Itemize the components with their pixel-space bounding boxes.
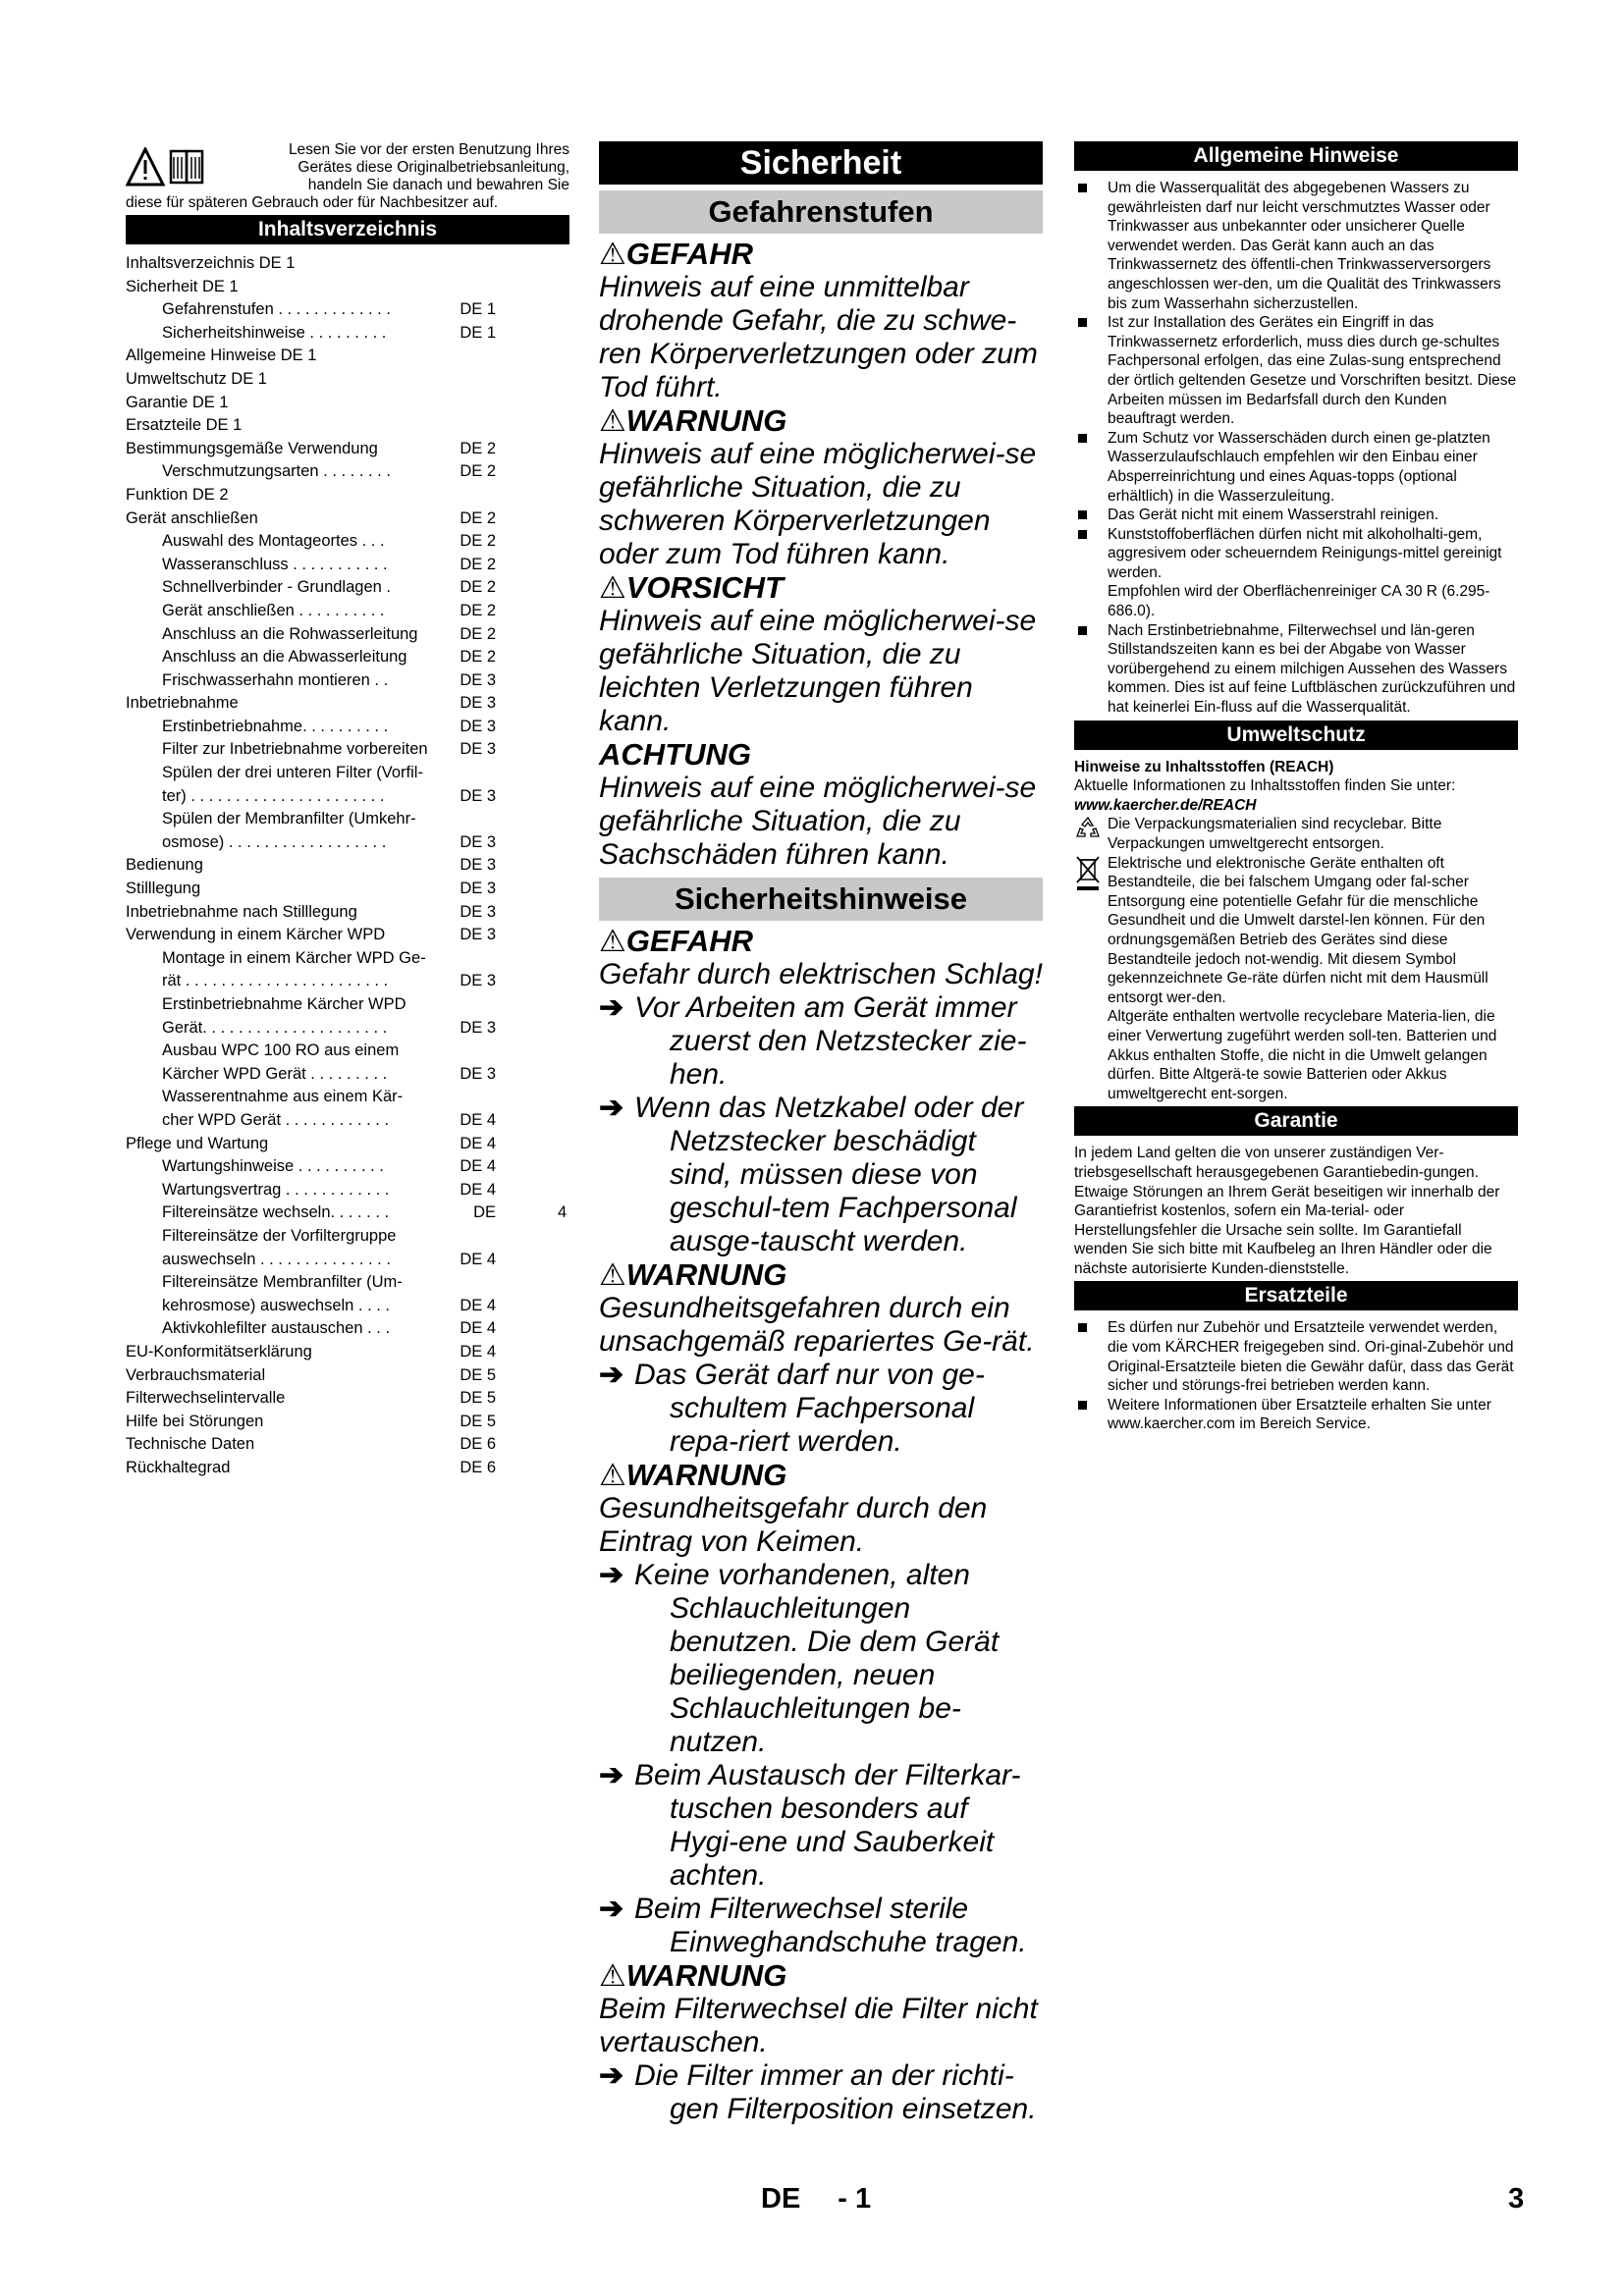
toc-entry[interactable]	[126, 414, 496, 438]
environment-title: Umweltschutz	[1074, 721, 1518, 750]
toc-entry[interactable]	[126, 1109, 496, 1133]
signal-word-danger: ⚠GEFAHR	[599, 237, 753, 271]
reach-text: Aktuelle Informationen zu Inhaltsstoffen finden Sie unter:	[1074, 777, 1456, 795]
toc-entry-page: DE 3	[460, 740, 496, 759]
toc-entry-title: Hilfe bei Störungen	[126, 1412, 264, 1430]
toc-entry-page: DE	[473, 1203, 496, 1222]
page-number: 3	[1508, 2183, 1525, 2215]
signal-word-caution: ⚠VORSICHT	[599, 570, 784, 605]
toc-entry-page: DE 3	[460, 717, 496, 735]
signal-word-warning: ⚠WARNUNG	[599, 1458, 787, 1492]
toc-entry-title: Sicherheitshinweise . . . . . . . . .	[162, 323, 387, 342]
left-column	[126, 141, 569, 1479]
toc-entry[interactable]	[126, 438, 496, 461]
toc-entry-title: Umweltschutz DE 1	[126, 369, 267, 388]
toc-entry[interactable]	[126, 1411, 496, 1434]
toc-entry-title: Filter zur Inbetriebnahme vorbereiten	[162, 740, 428, 759]
toc-entry-title: Verwendung in einem Kärcher WPD	[126, 926, 386, 944]
toc-entry-page: DE 2	[460, 439, 496, 457]
toc-entry-page: DE 2	[460, 624, 496, 643]
toc-entry-title: auswechseln . . . . . . . . . . . . . . .	[162, 1250, 391, 1268]
instruction-item: ➔ Wenn das Netzkabel oder der Netzstecker beschädigt sind, müssen diese von geschul-tem Fachpersonal ausge-tauscht werden.	[599, 1092, 1024, 1257]
toc-entry-page: DE 4	[460, 1157, 496, 1176]
toc-entry[interactable]	[126, 623, 496, 647]
toc-entry[interactable]	[126, 901, 496, 925]
toc-entry-title: Auswahl des Montageortes . . .	[162, 532, 385, 551]
toc-entry-page: DE 3	[460, 694, 496, 713]
toc-entry-title: Stilllegung	[126, 880, 201, 898]
toc-entry[interactable]	[126, 924, 496, 947]
toc-entry[interactable]	[126, 276, 496, 299]
toc-entry-title: Gefahrenstufen . . . . . . . . . . . . .	[162, 300, 391, 319]
signal-word-warning: ⚠WARNUNG	[599, 1257, 787, 1292]
toc-entry-page: DE 2	[460, 462, 496, 481]
danger-levels-title: Gefahrenstufen	[599, 190, 1043, 234]
toc-entry-page-extra: 4	[558, 1203, 568, 1222]
toc-entry-page: DE 3	[460, 670, 496, 689]
toc-entry-title: EU-Konformitätserklärung	[126, 1342, 312, 1361]
warning-triangle-icon: ⚠	[599, 1458, 626, 1492]
arrow-icon: ➔	[599, 2059, 624, 2092]
toc-entry[interactable]	[126, 1086, 496, 1109]
toc-entry-title: Rückhaltegrad	[126, 1458, 231, 1476]
safety-title: Sicherheit	[599, 141, 1043, 185]
signal-word-warning: ⚠WARNUNG	[599, 1958, 787, 1993]
toc-entry[interactable]	[126, 554, 496, 577]
intro-line-2: Gerätes diese Originalbetriebsanleitung,	[298, 159, 569, 176]
toc-entry-title: Aktivkohlefilter austauschen . . .	[162, 1319, 391, 1338]
footer-language: DE - 1	[761, 2183, 872, 2215]
toc-entry-page: DE 4	[460, 1296, 496, 1314]
toc-entry[interactable]	[126, 646, 496, 669]
toc-entry-page: DE 2	[460, 555, 496, 573]
arrow-icon: ➔	[599, 1559, 624, 1591]
toc-entry-page: DE 5	[460, 1412, 496, 1430]
footer-page-ref: - 1	[838, 2183, 872, 2215]
intro-line-1: Lesen Sie vor der ersten Benutzung Ihres	[288, 141, 569, 158]
toc-entry-page: DE 3	[460, 880, 496, 898]
toc-entry-title: Verbrauchsmaterial	[126, 1365, 266, 1384]
toc-entry[interactable]	[126, 1295, 496, 1318]
warning-triangle-icon: ⚠	[599, 403, 626, 438]
toc-entry-page: DE 4	[460, 1180, 496, 1199]
toc-entry-page: DE 2	[460, 648, 496, 667]
toc-entry[interactable]	[126, 878, 496, 901]
right-column	[1074, 141, 1518, 1436]
toc-entry-page: DE 4	[460, 1110, 496, 1129]
toc-entry-title: Schnellverbinder - Grundlagen .	[162, 578, 391, 597]
toc-entry-title: Wartungshinweise . . . . . . . . . .	[162, 1157, 384, 1176]
toc-entry-title: Gerät. . . . . . . . . . . . . . . . . . . . .	[162, 1018, 388, 1037]
warning-text: Hinweis auf eine möglicherwei-se gefährliche Situation, die zu schweren Körperverletzungen oder zum Tod führen kann.	[599, 438, 1037, 570]
signal-word-attention: ACHTUNG	[599, 737, 751, 772]
toc-entry[interactable]	[126, 1063, 496, 1087]
toc-entry[interactable]	[126, 762, 496, 785]
toc-entry[interactable]	[126, 507, 496, 531]
toc-entry-page: DE 2	[460, 508, 496, 527]
danger-text: Hinweis auf eine unmittelbar drohende Gefahr, die zu schwe-ren Körperverletzungen oder zum Tod führt.	[599, 271, 1038, 403]
toc-entry-title: Allgemeine Hinweise DE 1	[126, 347, 317, 365]
intro-icons	[126, 147, 228, 185]
toc-entry-page: DE 1	[460, 323, 496, 342]
list-item: Kunststoffoberflächen dürfen nicht mit alkoholhalti-gem, aggresivem oder scheuerndem Reinigungs-mittel gereinigt werden. Empfohlen wird der Oberflächenreiniger CA 30 R (6.295-686.0).	[1074, 525, 1518, 621]
safety-notes-title: Sicherheitshinweise	[599, 878, 1043, 921]
list-item: Es dürfen nur Zubehör und Ersatzteile verwendet werden, die vom KÄRCHER freigegeben sind. Ori-ginal-Zubehör und Original-Ersatzteile bieten die Gewähr dafür, dass das Gerät sicher und störungs-frei betrieben werden kann.	[1074, 1318, 1518, 1395]
toc-entry-title: Inhaltsverzeichnis DE 1	[126, 254, 296, 272]
arrow-icon: ➔	[599, 1359, 624, 1391]
spare-parts-list	[1074, 1318, 1518, 1434]
note-text: Beim Filterwechsel die Filter nicht vertauschen.	[599, 1993, 1038, 2058]
crossed-bin-icon	[1074, 854, 1102, 893]
warning-triangle-icon	[126, 147, 228, 187]
arrow-icon: ➔	[599, 1893, 624, 1925]
warning-triangle-icon: ⚠	[599, 570, 626, 605]
toc-entry-title: Pflege und Wartung	[126, 1134, 269, 1152]
signal-word-danger: ⚠GEFAHR	[599, 924, 753, 958]
toc-entry[interactable]	[126, 1433, 496, 1457]
note-text: Gesundheitsgefahr durch den Eintrag von Keimen.	[599, 1492, 988, 1558]
toc-entry-page: DE 4	[460, 1250, 496, 1268]
toc-entry[interactable]	[126, 669, 496, 693]
toc-entry-title: Garantie DE 1	[126, 393, 229, 411]
instruction-item: ➔ Keine vorhandenen, alten Schlauchleitungen benutzen. Die dem Gerät beiliegenden, neuen Schlauchleitungen be-nutzen.	[599, 1559, 1000, 1758]
toc-entry[interactable]	[126, 1040, 496, 1063]
toc-entry[interactable]	[126, 576, 496, 600]
toc-entry[interactable]	[126, 692, 496, 716]
intro-line-4: diese für späteren Gebrauch oder für Nachbesitzer auf.	[126, 194, 499, 211]
toc-entry-page: DE 3	[460, 902, 496, 921]
toc-entry-title: Spülen der Membranfilter (Umkehr-	[162, 810, 416, 828]
toc-entry-title: Bestimmungsgemäße Verwendung	[126, 439, 378, 457]
toc-entry[interactable]	[126, 831, 496, 855]
warning-triangle-icon: ⚠	[599, 1958, 626, 1993]
toc-entry-title: Erstinbetriebnahme. . . . . . . . . .	[162, 717, 389, 735]
toc-entry-page: DE 3	[460, 1018, 496, 1037]
toc-entry[interactable]	[126, 1387, 496, 1411]
warning-triangle-icon: ⚠	[599, 237, 626, 271]
toc-entry-title: Funktion DE 2	[126, 485, 229, 504]
toc-entry-title: Inbetriebnahme nach Stilllegung	[126, 902, 357, 921]
toc-entry-title: Ausbau WPC 100 RO aus einem	[162, 1041, 400, 1060]
toc-entry-title: Technische Daten	[126, 1435, 255, 1454]
instruction-item: ➔ Das Gerät darf nur von ge-schultem Fachpersonal repa-riert werden.	[599, 1359, 985, 1458]
toc-entry-title: Gerät anschließen . . . . . . . . . .	[162, 601, 385, 619]
toc-entry[interactable]	[126, 785, 496, 809]
middle-column	[599, 141, 1043, 2126]
recycling-note: Die Verpackungsmaterialien sind recyclebar. Bitte Verpackungen umweltgerecht entsorgen.	[1074, 815, 1518, 853]
toc-entry[interactable]	[126, 392, 496, 415]
warranty-title: Garantie	[1074, 1106, 1518, 1136]
manual-book-icon	[171, 151, 202, 183]
toc-entry-page: DE 6	[460, 1458, 496, 1476]
toc-entry-title: Montage in einem Kärcher WPD Ge-	[162, 948, 426, 967]
toc-entry-page: DE 2	[460, 532, 496, 551]
toc-entry-page: DE 1	[460, 300, 496, 319]
toc-entry-title: Kärcher WPD Gerät . . . . . . . . .	[162, 1064, 388, 1083]
toc-entry[interactable]	[126, 1201, 568, 1225]
toc-entry-page: DE 5	[460, 1365, 496, 1384]
toc-entry-page: DE 6	[460, 1435, 496, 1454]
attention-text: Hinweis auf eine möglicherwei-se gefährliche Situation, die zu Sachschäden führen kann.	[599, 772, 1037, 871]
toc-entry[interactable]	[126, 1225, 496, 1249]
toc-entry-title: Erstinbetriebnahme Kärcher WPD	[162, 995, 406, 1013]
toc-entry-title: Wartungsvertrag . . . . . . . . . . . .	[162, 1180, 390, 1199]
arrow-icon: ➔	[599, 991, 624, 1024]
toc-entry[interactable]	[126, 1457, 496, 1480]
toc-entry[interactable]	[126, 808, 496, 831]
instruction-item: ➔ Die Filter immer an der richti-gen Filterposition einsetzen.	[599, 2059, 1037, 2125]
toc-entry[interactable]	[126, 1341, 496, 1364]
toc-entry[interactable]	[126, 1133, 496, 1156]
toc-entry[interactable]	[126, 252, 496, 276]
toc-entry-title: Wasseranschluss . . . . . . . . . . .	[162, 555, 388, 573]
toc-entry[interactable]	[126, 484, 496, 507]
toc-entry-title: Ersatzteile DE 1	[126, 416, 243, 435]
intro-notice	[126, 141, 569, 212]
toc-entry-page: DE 4	[460, 1134, 496, 1152]
arrow-icon: ➔	[599, 1092, 624, 1124]
toc-entry-title: Spülen der drei unteren Filter (Vorfil-	[162, 764, 423, 782]
toc-entry-title: Inbetriebnahme	[126, 694, 239, 713]
toc-entry-page: DE 3	[460, 786, 496, 805]
toc-entry-title: rät . . . . . . . . . . . . . . . . . . . . . . .	[162, 972, 389, 990]
toc-entry[interactable]	[126, 345, 496, 368]
toc-entry[interactable]	[126, 1364, 496, 1388]
toc-entry-title: Filtereinsätze wechseln. . . . . . .	[162, 1203, 390, 1222]
warning-triangle-icon: ⚠	[599, 924, 626, 958]
toc-entry-title: Frischwasserhahn montieren . .	[162, 670, 389, 689]
toc-entry[interactable]	[126, 738, 496, 762]
toc-entry[interactable]	[126, 298, 496, 322]
table-of-contents	[126, 252, 569, 1479]
toc-entry[interactable]	[126, 1155, 496, 1179]
cleaner-recommendation: Empfohlen wird der Oberflächenreiniger CA 30 R (6.295-686.0).	[1108, 583, 1490, 620]
instruction-item: ➔ Vor Arbeiten am Gerät immer zuerst den Netzstecker zie-hen.	[599, 991, 1027, 1091]
general-notes-list	[1074, 179, 1518, 718]
toc-entry-page: DE 3	[460, 972, 496, 990]
toc-entry-title: cher WPD Gerät . . . . . . . . . . . .	[162, 1110, 390, 1129]
toc-entry-title: Anschluss an die Rohwasserleitung	[162, 624, 418, 643]
toc-entry-title: Filtereinsätze der Vorfiltergruppe	[162, 1226, 397, 1245]
toc-entry[interactable]	[126, 947, 496, 971]
list-item: Zum Schutz vor Wasserschäden durch einen ge-platzten Wasserzulaufschlauch empfehlen wir den Einbau einer Absperreinrichtung und eines Aquas-topps (optional erhältlich) in die Wasserzuleitung.	[1074, 429, 1518, 506]
signal-word-warning: ⚠WARNUNG	[599, 403, 787, 438]
list-item: Um die Wasserqualität des abgegebenen Wassers zu gewährleisten darf nur leicht verschmutztes Wasser oder Trinkwasser aus unbekannter oder unsicherer Quelle verwendet werden. Das Gerät kann auch an das Trinkwassernetz des öffentli-chen Trinkwasserversorgers angeschlossen wer-den, um die Qualität des Trinkwassers bis zum Wasserhahn sicherzustellen.	[1074, 179, 1518, 313]
instruction-item: ➔ Beim Austausch der Filterkar-tuschen besonders auf Hygi-ene und Sauberkeit achten.	[599, 1759, 1021, 1892]
weee-note: Elektrische und elektronische Geräte enthalten oft Bestandteile, die bei falschem Umgang oder fal-scher Entsorgung eine potentielle Gefahr für die menschliche Gesundheit und die Umwelt darstel-len können. Für den ordnungsgemäßen Betrieb des Gerätes sind diese Bestandteile jedoch not-wendig. Mit diesem Symbol gekennzeichnete Ge-räte dürfen nicht mit dem Hausmüll entsorgt wer-den. Altgeräte enthalten wertvolle recyclebare Materia-lien, die einer Verwertung zugeführt werden soll-ten. Batterien und Akkus enthalten Stoffe, die nicht in die Umwelt gelangen dürfen. Bitte Altgerä-te sowie Batterien oder Akkus umweltgerecht ent-sorgen.	[1074, 854, 1518, 1104]
toc-entry[interactable]	[126, 1017, 496, 1041]
toc-entry-page: DE 2	[460, 578, 496, 597]
toc-entry-title: Wasserentnahme aus einem Kär-	[162, 1088, 404, 1106]
note-text: Gesundheitsgefahren durch ein unsachgemäß repariertes Ge-rät.	[599, 1292, 1035, 1358]
toc-entry[interactable]	[126, 854, 496, 878]
toc-entry-page: DE 2	[460, 601, 496, 619]
toc-heading: Inhaltsverzeichnis	[126, 215, 569, 244]
toc-entry[interactable]	[126, 322, 496, 346]
toc-entry-title: Bedienung	[126, 856, 203, 875]
toc-entry[interactable]	[126, 368, 496, 392]
toc-entry-title: Verschmutzungsarten . . . . . . . .	[162, 462, 391, 481]
caution-text: Hinweis auf eine möglicherwei-se gefährliche Situation, die zu leichten Verletzungen führen kann.	[599, 605, 1037, 737]
toc-entry[interactable]	[126, 970, 496, 993]
toc-entry-title: ter) . . . . . . . . . . . . . . . . . . . . . .	[162, 786, 385, 805]
reach-heading: Hinweise zu Inhaltsstoffen (REACH)	[1074, 758, 1334, 775]
general-notes-title: Allgemeine Hinweise	[1074, 141, 1518, 171]
toc-entry-page: DE 4	[460, 1342, 496, 1361]
list-item: Das Gerät nicht mit einem Wasserstrahl reinigen.	[1074, 506, 1518, 525]
toc-entry[interactable]	[126, 1179, 496, 1202]
toc-entry-title: kehrosmose) auswechseln . . . .	[162, 1296, 391, 1314]
toc-entry-page: DE 3	[460, 832, 496, 851]
toc-entry-title: Gerät anschließen	[126, 508, 258, 527]
recycling-icon	[1074, 815, 1102, 842]
toc-entry-page: DE 3	[460, 856, 496, 875]
list-item: Nach Erstinbetriebnahme, Filterwechsel und län-geren Stillstandszeiten kann es bei der Abgabe von Wasser vorübergehend zu einem milchigen Aussehen des Wassers kommen. Dies ist auf feine Luftbläschen zurückzuführen und hat keinerlei Ein-fluss auf die Wasserqualität.	[1074, 621, 1518, 718]
toc-entry[interactable]	[126, 993, 496, 1017]
toc-entry-title: osmose) . . . . . . . . . . . . . . . . . .	[162, 832, 387, 851]
toc-entry-title: Filtereinsätze Membranfilter (Um-	[162, 1273, 403, 1292]
toc-entry[interactable]	[126, 1249, 496, 1272]
note-text: Gefahr durch elektrischen Schlag!	[599, 958, 1043, 990]
toc-entry-title: Sicherheit DE 1	[126, 277, 239, 295]
toc-entry-page: DE 3	[460, 926, 496, 944]
toc-entry-page: DE 3	[460, 1064, 496, 1083]
spare-parts-title: Ersatzteile	[1074, 1281, 1518, 1310]
toc-entry[interactable]	[126, 600, 496, 623]
list-item: Weitere Informationen über Ersatzteile erhalten Sie unter www.kaercher.com im Bereich Service.	[1074, 1396, 1518, 1434]
toc-entry-title: Anschluss an die Abwasserleitung	[162, 648, 407, 667]
toc-entry-page: DE 4	[460, 1319, 496, 1338]
toc-entry[interactable]	[126, 1317, 496, 1341]
toc-entry[interactable]	[126, 530, 496, 554]
list-item: Ist zur Installation des Gerätes ein Eingriff in das Trinkwassernetz erforderlich, muss dies durch ge-schultes Fachpersonal erfolgen, das eine Zulas-sung entsprechend der örtlich geltenden Gesetze und Vorschriften besitzt. Diese Arbeiten müssen im Bedarfsfall durch den Kunden beauftragt werden.	[1074, 313, 1518, 429]
toc-entry[interactable]	[126, 1271, 496, 1295]
warranty-text: In jedem Land gelten die von unserer zuständigen Ver-triebsgesellschaft herausgegebenen Garantiebedin-gungen. Etwaige Störungen an Ihrem Gerät beseitigen wir innerhalb der Garantiefrist kostenlos, sofern ein Ma-terial- oder Herstellungsfehler die Ursache sein sollte. Im Garantiefall wenden Sie sich bitte mit Kaufbeleg an Ihren Händler oder die nächste autorisierte Kunden-dienststelle.	[1074, 1145, 1500, 1277]
toc-entry-page: DE 5	[460, 1389, 496, 1408]
toc-entry-title: Filterwechselintervalle	[126, 1389, 286, 1408]
intro-line-3: handeln Sie danach und bewahren Sie	[307, 177, 569, 193]
instruction-item: ➔ Beim Filterwechsel sterile Einweghandschuhe tragen.	[599, 1893, 1027, 1958]
reach-link[interactable]: www.kaercher.de/REACH	[1074, 796, 1257, 814]
toc-entry[interactable]	[126, 716, 496, 739]
warning-triangle-icon: ⚠	[599, 1257, 626, 1292]
arrow-icon: ➔	[599, 1759, 624, 1791]
toc-entry[interactable]	[126, 460, 496, 484]
